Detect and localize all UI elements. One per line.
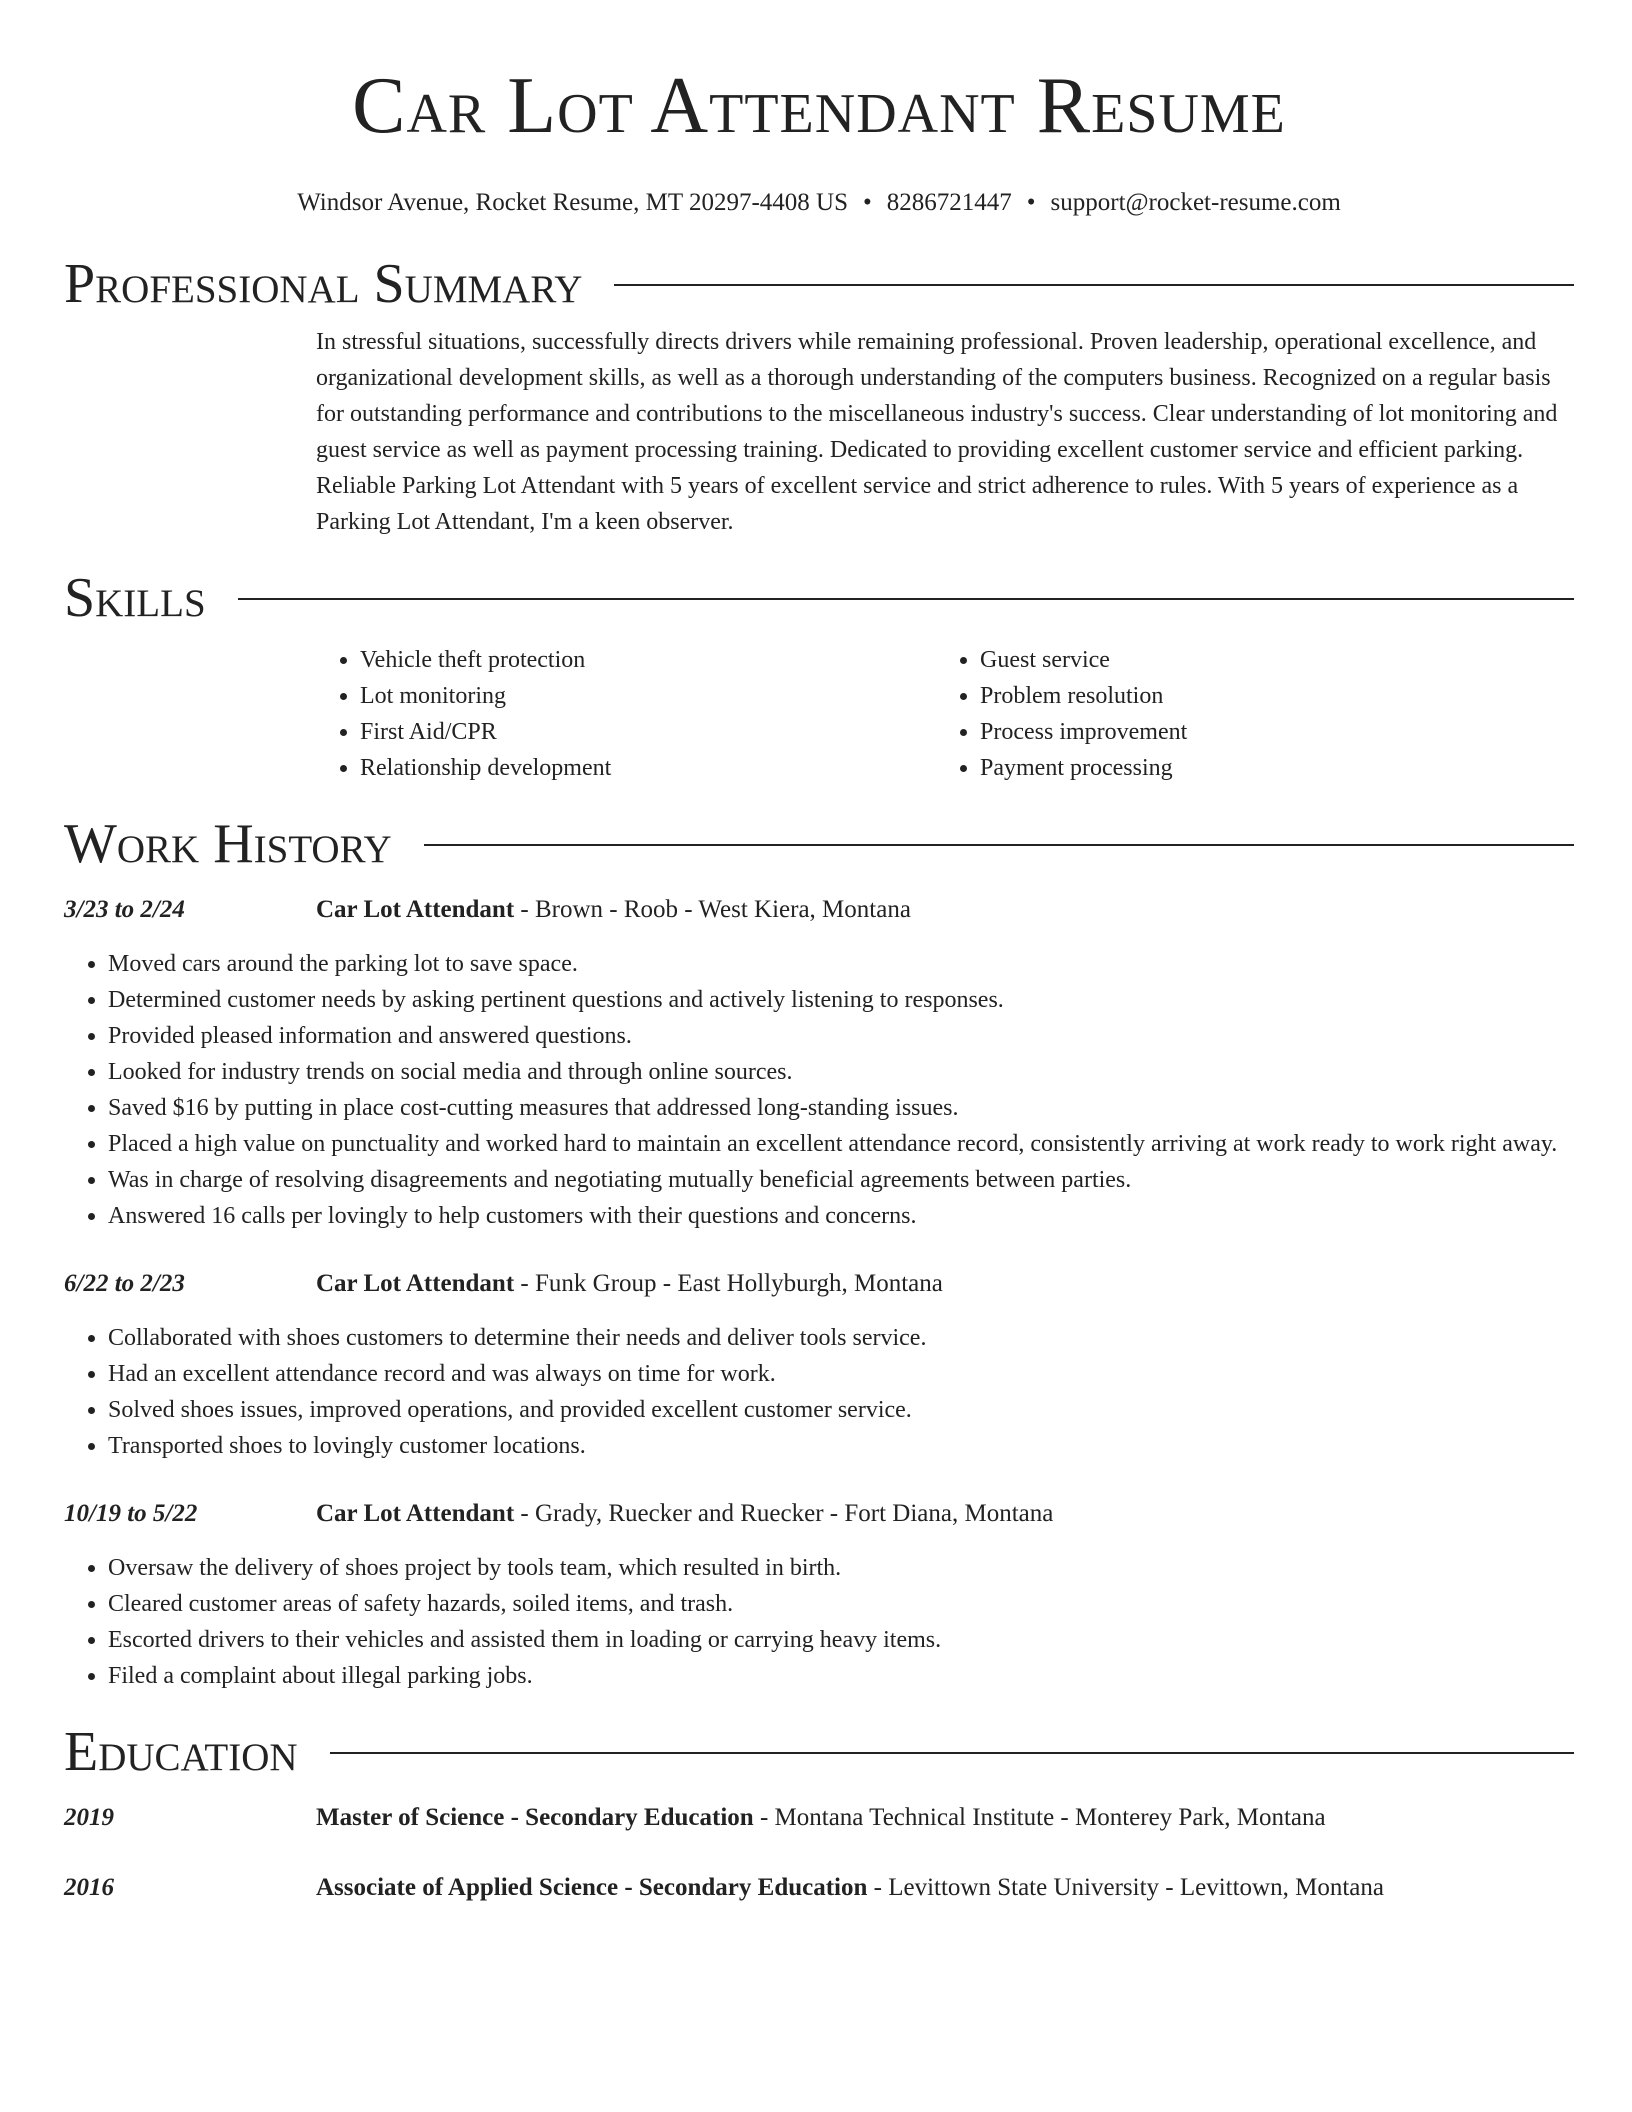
job-title: Car Lot Attendant bbox=[316, 1270, 515, 1297]
job-bullet: • Placed a high value on punctuality and worked hard to maintain an excellent attendance record, consistently arriving at work ready to work right away. bbox=[108, 1126, 1574, 1162]
skill-item: • Payment processing bbox=[980, 750, 1556, 786]
section-divider bbox=[238, 598, 1574, 600]
job-bullet: • Determined customer needs by asking pertinent questions and actively listening to responses. bbox=[108, 982, 1574, 1018]
job-title: Car Lot Attendant bbox=[316, 896, 515, 923]
job-employer: - Grady, Ruecker and Ruecker - Fort Diana, Montana bbox=[514, 1500, 1054, 1527]
contact-separator: • bbox=[862, 189, 872, 216]
job-bullet: • Filed a complaint about illegal parking jobs. bbox=[108, 1658, 1574, 1694]
skills-section-header bbox=[64, 566, 1574, 630]
skills-list bbox=[316, 642, 1574, 786]
education-heading-line bbox=[316, 1872, 1384, 1904]
resume-page bbox=[64, 0, 1574, 1904]
skill-item: • Process improvement bbox=[980, 714, 1556, 750]
skill-item: • Relationship development bbox=[360, 750, 936, 786]
job-bullet: • Answered 16 calls per lovingly to help customers with their questions and concerns. bbox=[108, 1198, 1574, 1234]
skills-column-right bbox=[936, 642, 1556, 786]
skills-heading: Skills bbox=[64, 567, 206, 629]
section-divider bbox=[424, 844, 1574, 846]
job-heading bbox=[316, 894, 911, 926]
job-bullet: • Was in charge of resolving disagreements and negotiating mutually beneficial agreements between parties. bbox=[108, 1162, 1574, 1198]
job-header bbox=[64, 1268, 1574, 1300]
job-entry bbox=[64, 1498, 1574, 1694]
job-bullets bbox=[64, 1320, 1574, 1464]
education-year: 2019 bbox=[64, 1804, 114, 1831]
job-bullet: • Escorted drivers to their vehicles and assisted them in loading or carrying heavy items. bbox=[108, 1622, 1574, 1658]
job-bullets bbox=[64, 946, 1574, 1234]
contact-line bbox=[64, 188, 1574, 218]
section-divider bbox=[614, 284, 1574, 286]
job-header bbox=[64, 1498, 1574, 1530]
job-dates: 3/23 to 2/24 bbox=[64, 896, 185, 923]
summary-text: In stressful situations, successfully directs drivers while remaining professional. Proven leadership, operational excellence, and organizational development skills, as well as a thorough understanding of the computers business. Recognized on a regular basis for outstanding performance and contributions to the miscellaneous industry's success. Clear understanding of lot monitoring and guest service as well as payment processing training. Dedicated to providing excellent customer service and efficient parking. Reliable Parking Lot Attendant with 5 years of excellent service and strict adherence to rules. With 5 years of experience as a Parking Lot Attendant, I'm a keen observer. bbox=[316, 329, 1558, 535]
section-divider bbox=[330, 1752, 1574, 1754]
job-title: Car Lot Attendant bbox=[316, 1500, 515, 1527]
job-bullet: • Saved $16 by putting in place cost-cutting measures that addressed long-standing issues. bbox=[108, 1090, 1574, 1126]
skill-item: • Vehicle theft protection bbox=[360, 642, 936, 678]
job-bullet: • Looked for industry trends on social media and through online sources. bbox=[108, 1054, 1574, 1090]
contact-address: Windsor Avenue, Rocket Resume, MT 20297-4408 US bbox=[297, 189, 848, 216]
job-employer: - Brown - Roob - West Kiera, Montana bbox=[514, 896, 911, 923]
skills-column-left bbox=[316, 642, 936, 786]
job-bullets bbox=[64, 1550, 1574, 1694]
job-bullet: • Had an excellent attendance record and was always on time for work. bbox=[108, 1356, 1574, 1392]
summary-heading: Professional Summary bbox=[64, 253, 583, 315]
education-heading-line bbox=[316, 1802, 1326, 1834]
skill-item: • Problem resolution bbox=[980, 678, 1556, 714]
job-bullet: • Oversaw the delivery of shoes project by tools team, which resulted in birth. bbox=[108, 1550, 1574, 1586]
job-bullet: • Provided pleased information and answered questions. bbox=[108, 1018, 1574, 1054]
job-dates: 10/19 to 5/22 bbox=[64, 1500, 198, 1527]
education-school: - Montana Technical Institute - Monterey Park, Montana bbox=[753, 1804, 1326, 1831]
education-school: - Levittown State University - Levittown, Montana bbox=[867, 1874, 1384, 1901]
education-heading: Education bbox=[64, 1721, 298, 1783]
work-heading: Work History bbox=[64, 813, 392, 875]
skill-item: • First Aid/CPR bbox=[360, 714, 936, 750]
job-entry bbox=[64, 894, 1574, 1234]
education-degree: Master of Science - Secondary Education bbox=[316, 1804, 754, 1831]
skill-item: • Lot monitoring bbox=[360, 678, 936, 714]
job-bullet: • Solved shoes issues, improved operations, and provided excellent customer service. bbox=[108, 1392, 1574, 1428]
job-bullet: • Collaborated with shoes customers to determine their needs and deliver tools service. bbox=[108, 1320, 1574, 1356]
education-section-header bbox=[64, 1720, 1574, 1784]
education-entry bbox=[64, 1802, 1574, 1834]
education-degree: Associate of Applied Science - Secondary Education bbox=[316, 1874, 868, 1901]
job-bullet: • Moved cars around the parking lot to save space. bbox=[108, 946, 1574, 982]
education-year: 2016 bbox=[64, 1874, 114, 1901]
education-entry bbox=[64, 1872, 1574, 1904]
summary-section-header bbox=[64, 252, 1574, 316]
job-heading bbox=[316, 1268, 943, 1300]
contact-phone: 8286721447 bbox=[886, 189, 1012, 216]
job-dates: 6/22 to 2/23 bbox=[64, 1270, 185, 1297]
job-bullet: • Cleared customer areas of safety hazards, soiled items, and trash. bbox=[108, 1586, 1574, 1622]
contact-email[interactable]: support@rocket-resume.com bbox=[1050, 189, 1341, 216]
job-header bbox=[64, 894, 1574, 926]
job-employer: - Funk Group - East Hollyburgh, Montana bbox=[514, 1270, 943, 1297]
resume-title: Car Lot Attendant Resume bbox=[352, 62, 1286, 150]
job-entry bbox=[64, 1268, 1574, 1464]
contact-separator: • bbox=[1026, 189, 1036, 216]
work-section-header bbox=[64, 812, 1574, 876]
job-bullet: • Transported shoes to lovingly customer locations. bbox=[108, 1428, 1574, 1464]
job-heading bbox=[316, 1498, 1053, 1530]
skill-item: • Guest service bbox=[980, 642, 1556, 678]
